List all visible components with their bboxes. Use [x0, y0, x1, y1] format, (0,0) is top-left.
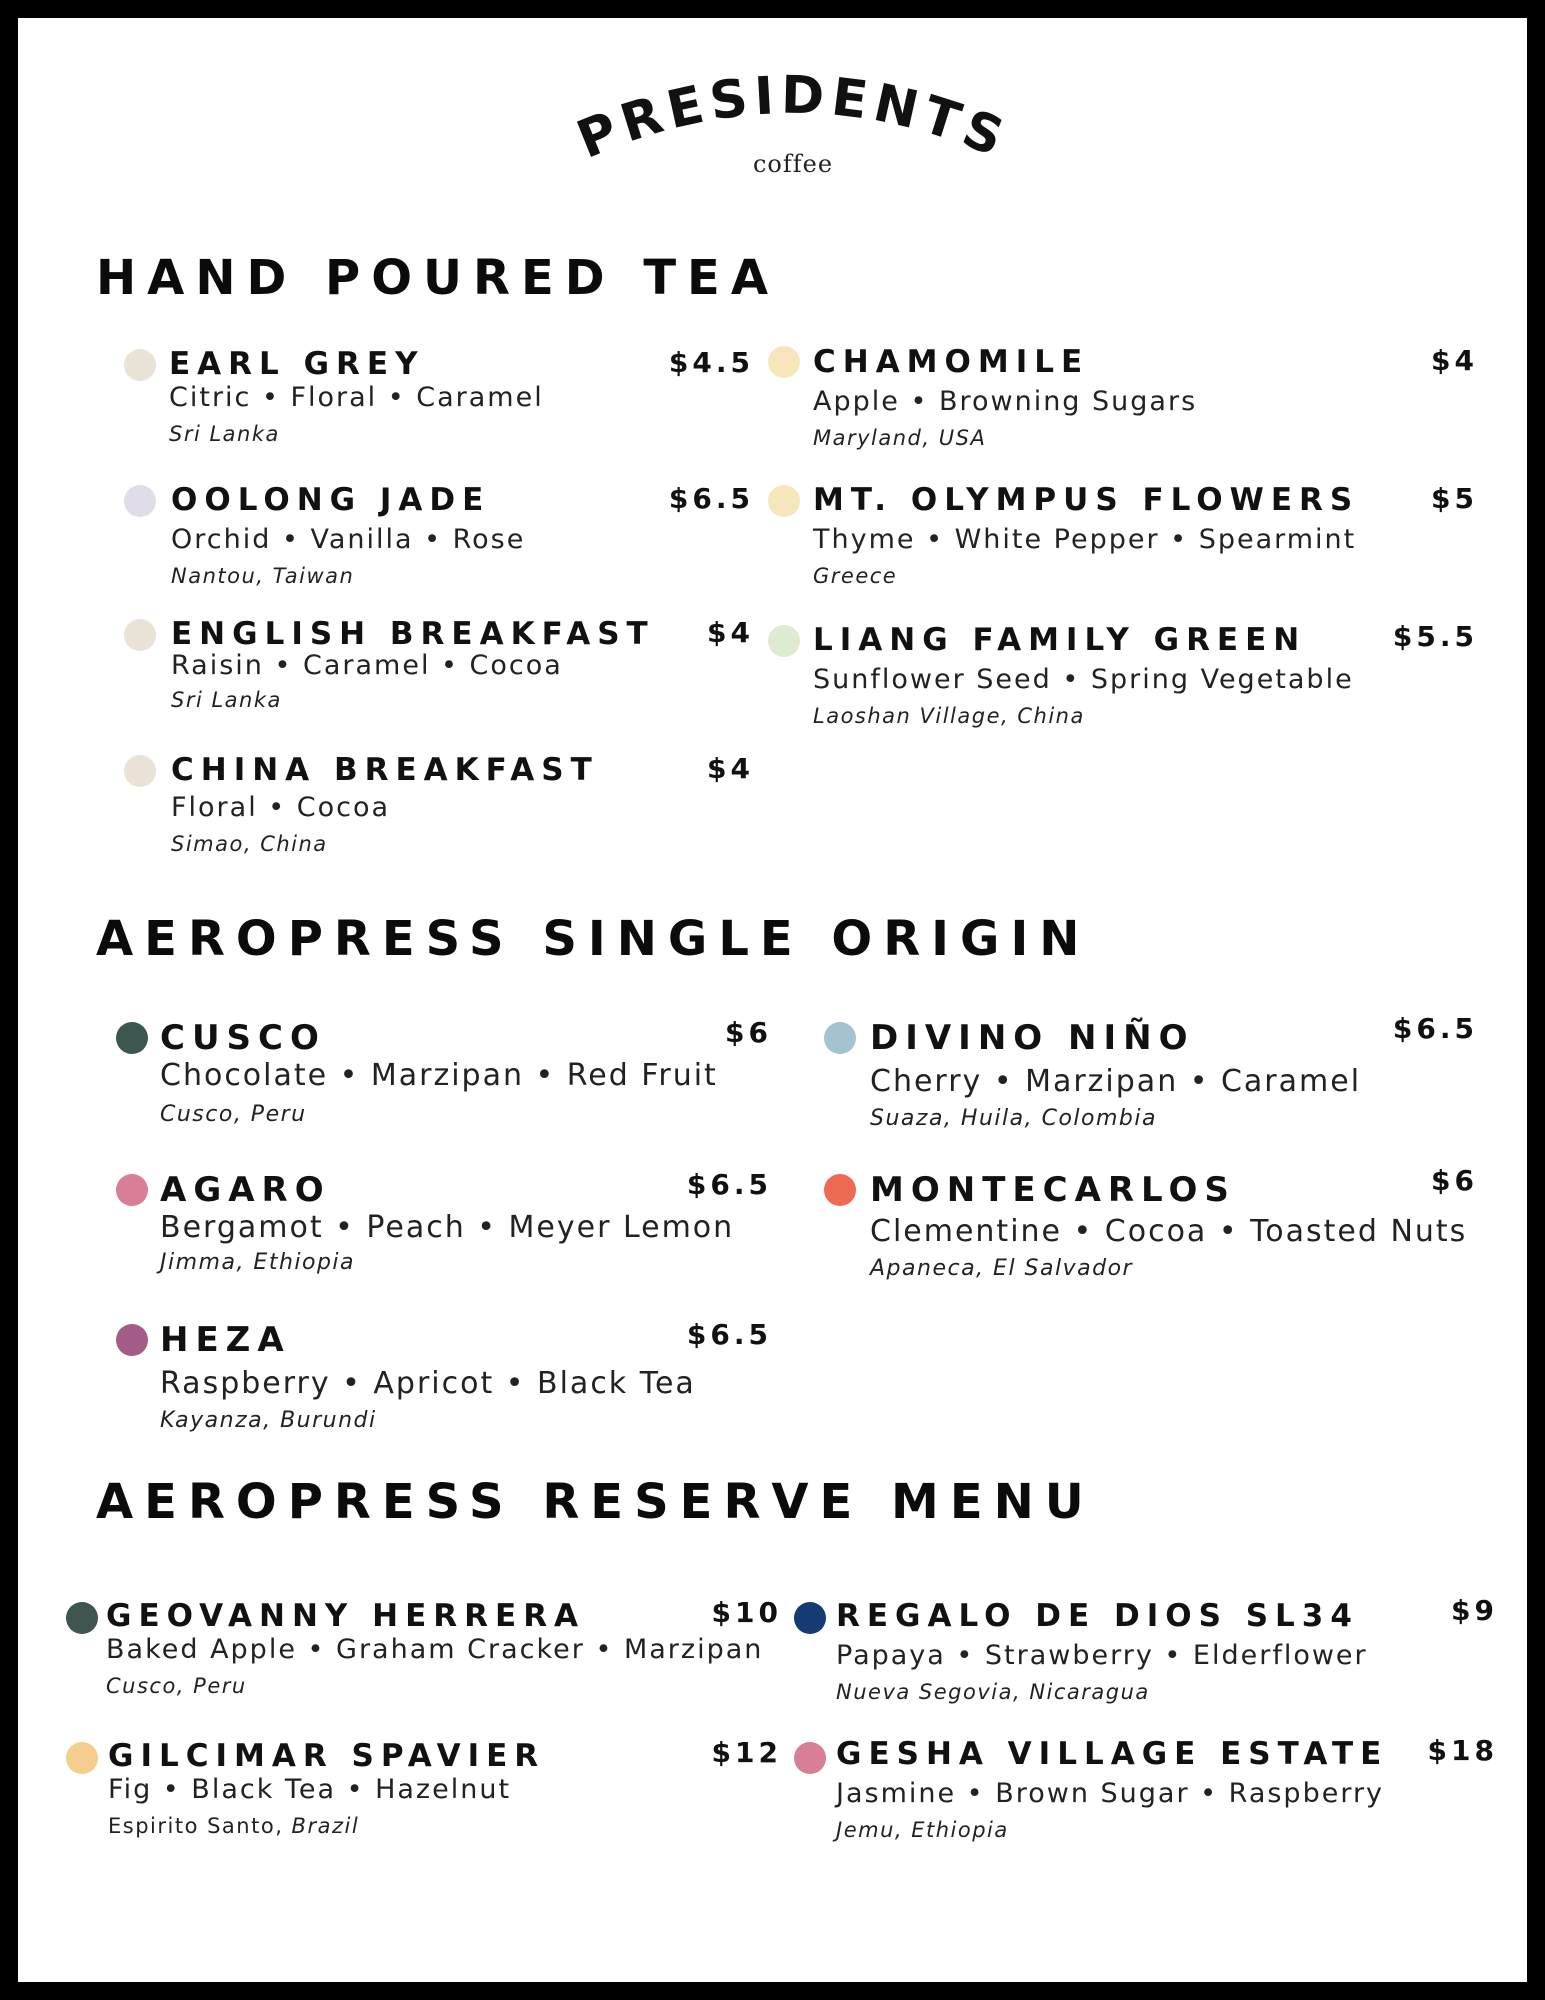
item-price: $12 — [711, 1736, 782, 1769]
menu-item-liang-family-green — [768, 616, 1478, 726]
coffee-color-dot — [794, 1602, 826, 1634]
item-price: $6.5 — [686, 1318, 772, 1351]
item-notes: Raspberry • Apricot • Black Tea — [160, 1366, 696, 1401]
menu-item-montecarlos — [824, 1166, 1478, 1296]
item-name: MT. OLYMPUS FLOWERS — [813, 482, 1360, 518]
coffee-color-dot — [116, 1174, 148, 1206]
item-price: $6 — [1431, 1164, 1478, 1197]
menu-item-oolong-jade — [124, 476, 754, 586]
item-origin: Maryland, USA — [813, 426, 987, 450]
item-notes: Apple • Browning Sugars — [813, 386, 1198, 417]
item-origin: Jimma, Ethiopia — [160, 1250, 356, 1275]
item-origin: Laoshan Village, China — [813, 704, 1085, 728]
item-price: $6 — [725, 1016, 772, 1049]
item-notes: Chocolate • Marzipan • Red Fruit — [160, 1058, 718, 1093]
item-origin: Simao, China — [171, 832, 328, 856]
item-origin — [108, 1814, 359, 1838]
coffee-color-dot — [116, 1022, 148, 1054]
menu-item-english-breakfast — [124, 610, 754, 720]
menu-item-mt-olympus-flowers — [768, 476, 1478, 586]
item-origin: Apaneca, El Salvador — [870, 1256, 1134, 1281]
coffee-color-dot — [794, 1742, 826, 1774]
item-price: $4 — [707, 752, 754, 785]
item-origin: Nueva Segovia, Nicaragua — [836, 1680, 1150, 1704]
menu-item-earl-grey — [124, 340, 754, 450]
section-title-hand-poured-tea: HAND POURED TEA — [96, 250, 779, 306]
brand-subtitle: coffee — [752, 150, 834, 178]
item-notes: Jasmine • Brown Sugar • Raspberry — [836, 1778, 1385, 1809]
item-price: $10 — [711, 1596, 782, 1629]
item-notes: Clementine • Cocoa • Toasted Nuts — [870, 1214, 1468, 1249]
item-name: GEOVANNY HERRERA — [106, 1598, 586, 1634]
menu-item-heza — [116, 1316, 772, 1446]
item-origin-country: Brazil — [291, 1814, 360, 1838]
item-notes: Thyme • White Pepper • Spearmint — [813, 524, 1357, 555]
item-origin: Jemu, Ethiopia — [836, 1818, 1009, 1842]
tea-color-dot — [124, 619, 156, 651]
coffee-color-dot — [824, 1174, 856, 1206]
item-name: CHAMOMILE — [813, 344, 1090, 380]
menu-page — [18, 18, 1527, 1982]
item-price: $9 — [1451, 1594, 1498, 1627]
item-price: $5 — [1431, 482, 1478, 515]
item-notes: Raisin • Caramel • Cocoa — [171, 650, 563, 681]
tea-color-dot — [124, 485, 156, 517]
menu-item-china-breakfast — [124, 746, 754, 856]
item-name: GESHA VILLAGE ESTATE — [836, 1736, 1389, 1772]
item-name: CHINA BREAKFAST — [171, 752, 599, 788]
item-price: $5.5 — [1392, 620, 1478, 653]
section-title-aeropress-single-origin: AEROPRESS SINGLE ORIGIN — [96, 911, 1091, 967]
item-price: $6.5 — [1392, 1012, 1478, 1045]
brand-wordmark — [558, 68, 1028, 208]
item-name: LIANG FAMILY GREEN — [813, 622, 1307, 658]
item-name: ENGLISH BREAKFAST — [171, 616, 655, 652]
coffee-color-dot — [66, 1742, 98, 1774]
tea-color-dot — [124, 349, 156, 381]
item-notes: Sunflower Seed • Spring Vegetable — [813, 664, 1354, 695]
brand-name: PRESIDENTS — [569, 68, 1017, 171]
menu-item-gilcimar-spavier — [66, 1734, 782, 1854]
item-name: GILCIMAR SPAVIER — [108, 1738, 546, 1774]
coffee-color-dot — [66, 1602, 98, 1634]
menu-item-divino-nino — [824, 1014, 1478, 1144]
item-price: $4.5 — [668, 346, 754, 379]
item-name: HEZA — [160, 1320, 291, 1360]
item-origin: Sri Lanka — [171, 688, 282, 712]
item-price: $6.5 — [668, 482, 754, 515]
item-origin: Cusco, Peru — [160, 1102, 307, 1127]
item-price: $4 — [707, 616, 754, 649]
item-name: EARL GREY — [169, 346, 425, 382]
item-notes: Bergamot • Peach • Meyer Lemon — [160, 1210, 735, 1245]
item-origin: Nantou, Taiwan — [171, 564, 355, 588]
item-notes: Floral • Cocoa — [171, 792, 391, 823]
item-name: MONTECARLOS — [870, 1170, 1236, 1210]
menu-item-chamomile — [768, 340, 1478, 450]
menu-item-agaro — [116, 1166, 772, 1286]
tea-color-dot — [768, 625, 800, 657]
item-name: OOLONG JADE — [171, 482, 491, 518]
item-origin: Kayanza, Burundi — [160, 1408, 377, 1433]
item-name: REGALO DE DIOS SL34 — [836, 1598, 1359, 1634]
tea-color-dot — [768, 485, 800, 517]
brand-logo — [558, 68, 1028, 208]
menu-item-geovanny-herrera — [66, 1594, 782, 1714]
item-origin: Suaza, Huila, Colombia — [870, 1106, 1157, 1131]
item-name: AGARO — [160, 1170, 331, 1210]
item-notes: Papaya • Strawberry • Elderflower — [836, 1640, 1368, 1671]
item-origin: Cusco, Peru — [106, 1674, 247, 1698]
item-price: $18 — [1427, 1734, 1498, 1767]
item-notes: Cherry • Marzipan • Caramel — [870, 1064, 1362, 1099]
section-title-aeropress-reserve-menu: AEROPRESS RESERVE MENU — [96, 1474, 1095, 1530]
item-notes: Citric • Floral • Caramel — [169, 382, 544, 413]
menu-item-cusco — [116, 1014, 772, 1134]
item-origin: Sri Lanka — [169, 422, 280, 446]
item-name: CUSCO — [160, 1018, 326, 1058]
coffee-color-dot — [824, 1022, 856, 1054]
item-price: $6.5 — [686, 1168, 772, 1201]
menu-item-gesha-village-estate — [794, 1734, 1498, 1854]
item-notes: Orchid • Vanilla • Rose — [171, 524, 526, 555]
menu-item-regalo-de-dios-sl34 — [794, 1594, 1498, 1714]
item-origin: Greece — [813, 564, 898, 588]
tea-color-dot — [124, 755, 156, 787]
coffee-color-dot — [116, 1324, 148, 1356]
tea-color-dot — [768, 346, 800, 378]
item-origin-region: Espirito Santo, — [108, 1814, 292, 1838]
item-price: $4 — [1431, 344, 1478, 377]
item-notes: Baked Apple • Graham Cracker • Marzipan — [106, 1634, 764, 1665]
item-notes: Fig • Black Tea • Hazelnut — [108, 1774, 512, 1805]
item-name: DIVINO NIÑO — [870, 1018, 1195, 1058]
